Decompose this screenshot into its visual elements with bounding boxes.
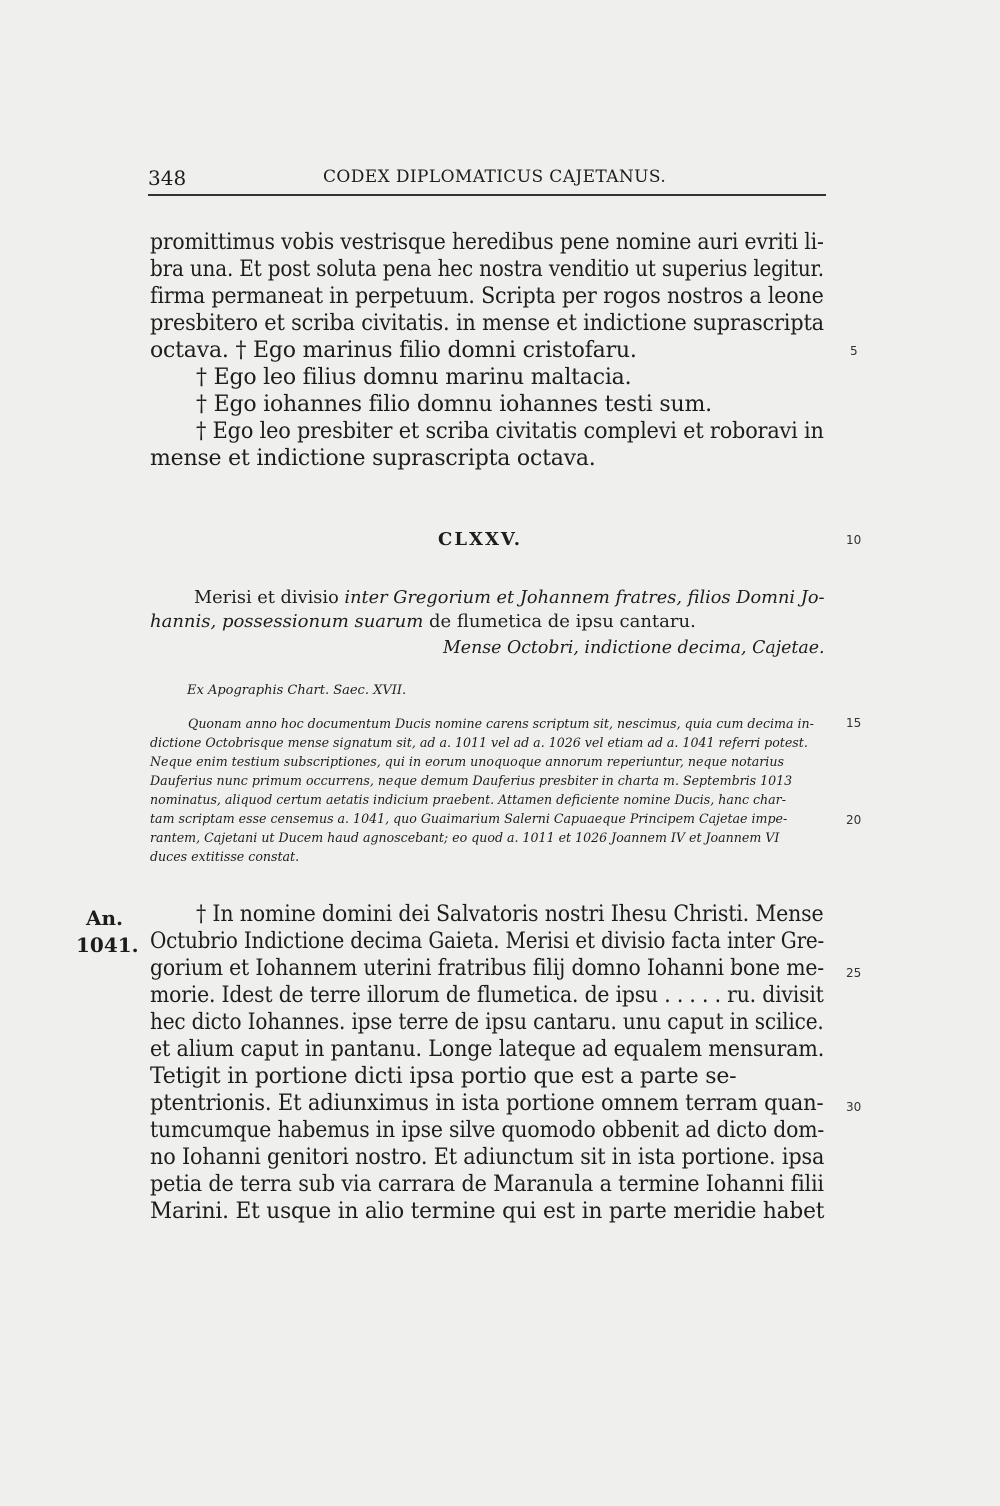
summary-line-1 [194,587,825,608]
summary-roman: Merisi et divisio [194,587,345,608]
text-line: Octubrio Indictione decima Gaieta. Merisi et divisio facta inter Gre- [150,929,825,954]
summary-italic: hannis, possessionum suarum [150,611,424,632]
text-line: promittimus vobis vestrisque heredibus pene nomine auri evriti li- [150,230,824,255]
note-line: tam scriptam esse censemus a. 1041, quo Guaimarium Salerni Capuaeque Principem Cajetae impe- [150,811,788,826]
note-line: Dauferius nunc primum occurrens, neque demum Dauferius presbiter in charta m. Septembris 1013 [150,773,793,788]
text-line: gorium et Iohannem uterini fratribus filij domno Iohanni bone me- [150,956,824,981]
note-line: dictione Octobrisque mense signatum sit, ad a. 1011 vel ad a. 1026 vel etiam ad a. 1041 referri potest. [150,735,808,750]
line-number: 30 [846,1100,862,1114]
line-number: 5 [850,344,858,358]
text-line: mense et indictione suprascripta octava. [150,446,596,471]
text-line: firma permaneat in perpetuum. Scripta per rogos nostros a leone [150,284,824,309]
text-line: Tetigit in portione dicti ipsa portio que est a parte se- [150,1064,737,1089]
line-number: 10 [846,533,862,547]
text-line: bra una. Et post soluta pena hec nostra venditio ut superius legitur. [150,257,824,282]
text-line: presbitero et scriba civitatis. in mense et indictione suprascripta [150,311,824,336]
running-title: CODEX DIPLOMATICUS CAJETANUS. [323,167,667,187]
text-line: morie. Idest de terre illorum de flumetica. de ipsu . . . . . ru. divisit [150,983,824,1008]
signature-line: † Ego iohannes filio domnu iohannes testi sum. [196,392,712,417]
source-citation: Ex Apographis Chart. Saec. XVII. [187,683,407,698]
text-line: octava. † Ego marinus filio domni cristofaru. [150,338,637,363]
page-header [148,166,828,192]
line-number: 25 [846,966,862,980]
page-number: 348 [148,166,187,190]
summary-date: Mense Octobri, indictione decima, Cajetae. [443,637,825,658]
text-line: ptentrionis. Et adiunximus in ista portione omnem terram quan- [150,1091,824,1116]
document-number: CLXXV. [438,529,522,550]
summary-roman: de flumetica de ipsu cantaru. [423,611,696,632]
side-year: 1041. [76,933,139,957]
line-number: 20 [846,813,862,827]
text-line: † In nomine domini dei Salvatoris nostri Ihesu Christi. Mense [196,902,824,927]
text-line: hec dicto Iohannes. ipse terre de ipsu cantaru. unu caput in scilice. [150,1010,824,1035]
text-line: petia de terra sub via carrara de Maranula a termine Iohanni filii [150,1172,824,1197]
text-line: Marini. Et usque in alio termine qui est in parte meridie habet [150,1199,825,1224]
text-line: tumcumque habemus in ipse silve quomodo obbenit ad dicto dom- [150,1118,825,1143]
note-line: Quonam anno hoc documentum Ducis nomine carens scriptum sit, nescimus, quia cum decima in- [188,716,814,731]
line-number: 15 [846,716,862,730]
signature-line: † Ego leo filius domnu marinu maltacia. [196,365,632,390]
text-line: no Iohanni genitori nostro. Et adiunctum sit in ista portione. ipsa [150,1145,825,1170]
side-year-label: An. [86,906,124,930]
note-line: nominatus, aliquod certum aetatis indicium praebent. Attamen deficiente nomine Ducis, hanc char- [150,792,786,807]
summary-line-2 [150,611,696,632]
note-line: duces extitisse constat. [150,849,300,864]
note-line: Neque enim testium subscriptiones, qui in eorum unoquoque annorum reperiuntur, neque notarius [150,754,784,769]
signature-line: † Ego leo presbiter et scriba civitatis complevi et roboravi in [196,419,824,444]
note-line: rantem, Cajetani ut Ducem haud agnoscebant; eo quod a. 1011 et 1026 Joannem IV et Joannem VI [150,830,780,845]
header-rule [148,194,826,196]
summary-italic: inter Gregorium et Johannem fratres, filios Domni Jo- [344,587,825,608]
text-line: et alium caput in pantanu. Longe lateque ad equalem mensuram. [150,1037,825,1062]
